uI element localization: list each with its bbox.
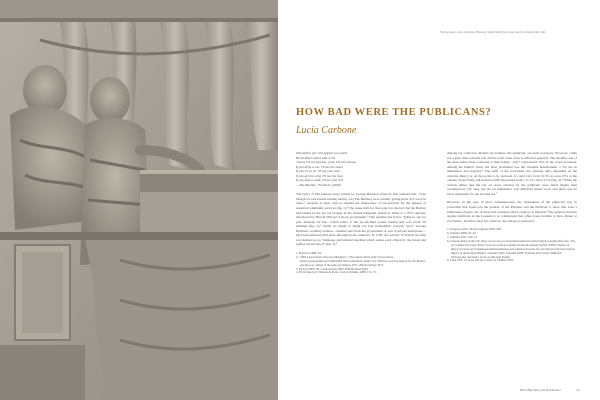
footnote: 5. Ferguson 2002, 39 and Johnson 2006: 964. bbox=[447, 227, 502, 232]
epigraph-line: If you take a walk, I'll tax your feet bbox=[296, 178, 344, 183]
epigraph-line: Should five per cent appear too small bbox=[296, 151, 347, 155]
body-paragraph: Among tax collectors, Roman tax-farmers, the publicani, are quite notorious. However, while not a joke, their taxation rate did not even come close to Wilson's supertax. The decuma, one of the most hated taxes collected at their hands, "only" represented 10% of the crops produced. Among the indirect taxes, the most prominent was the vicesima hereditatium, a 5% tax on inheritance and legacies.⁵ The tariff of the portorium, the customs duty, depended on the customs district or on the goods to be declared. It could vary from 12.5% to even 25% at the outside (in the East), but internal tariffs fluctuated from 1 to 5%, often 2.5% (fig. 4).⁶ While the custom duties and the tax on crops exacted by the publicani were much higher than contemporary US ones, the tax on inheritance was definitely much lower and there was no exact equivalent for our income tax.⁷ bbox=[447, 151, 577, 196]
text-column-right bbox=[447, 151, 577, 263]
author-name: Lucia Carbone bbox=[296, 125, 357, 136]
figure-caption: Facing page: A tax collector. Honorary tomb relief from Gaul, early second century AD. bbox=[440, 30, 547, 34]
footnote: 7. Günther 2011: 220–31. bbox=[447, 235, 478, 240]
footnotes-left bbox=[296, 252, 426, 275]
epigraph-attribution: —The Beatles, "Taxman" (1966) bbox=[296, 182, 341, 187]
epigraph-line: If you try to sit, I'll tax your seat bbox=[296, 169, 340, 174]
footnote: 2. "1964 Labour Party Election Manifesto," The Labour Party, http://www.labour-party.org.uk/manifestos/1964/1964-labour-manifesto.shtml. For Wilson's own fascination for the Beatles and the pop culture of the time see Wilson 1971: 268 and Alday 2015. bbox=[296, 254, 426, 267]
page-number: 13 bbox=[576, 388, 580, 392]
body-paragraph: The lyrics of this famous song, written by George Harrison when he first realized that, "even though we had started earning money, we [The Beatles] were actually giving most of it away in taxes," resonate at large with no despite the importance of tax-exaction for the upkeep of essential community services (fig. 1).¹ The cause befit for this song was the fact that the Beatles had landed in the top tax bracket in the United Kingdom, therefore liable to a 95% supertax introduced by Harold Wilson's Labour government.² This explains the lyrics, "[t]here's one for you, nineteen for me," which refers to the pre-decimal pound sterling that was worth 20 shillings (fig. 2).³ While we might or might not feel sympathetic towards "poor" George Harrison, certainly taxmen—whether sent from the government or part of private enterprises—have had universal bad press throughout the centuries. In 1782, the activity of French tax men was defined as an "immense and infernal machine which seizes each citizen by the throat and pumps out his blood" (fig. 3).⁴ bbox=[296, 192, 426, 247]
running-footer: How Bad Were the Publicans? bbox=[520, 388, 562, 392]
epigraph-line: If you drive a car, I'll tax the street bbox=[296, 164, 343, 169]
footnotes-right bbox=[447, 228, 577, 263]
epigraph-line: Be thankful I don't take it all bbox=[296, 155, 335, 160]
footnote: 6. Günther 2008: 23–34. bbox=[447, 231, 477, 236]
article-title: HOW BAD WERE THE PUBLICANS? bbox=[296, 107, 492, 118]
text-column-left bbox=[296, 151, 426, 275]
epigraph-line: 'Cause I'm the taxman, yeah, I'm the taxman bbox=[296, 160, 357, 165]
footnote: 9. Luke 18:9–14. Jews and tax collectors: Walker 1978. bbox=[447, 258, 514, 263]
counting-table bbox=[140, 170, 278, 232]
epigraph bbox=[296, 151, 426, 187]
tomb-relief-image bbox=[0, 0, 278, 400]
footnote: 4. From Mercier's Tableau de Paris, cited in Schama 1989: 172–73. bbox=[296, 270, 377, 275]
relief-illustration bbox=[0, 0, 278, 400]
footnote: 1. Harrison 1980: 94. bbox=[296, 250, 322, 255]
body-paragraph: However, in the eyes of their contemporaries, the wickedness of the publicani was so proverbial that Jesus told the parable of the Pharisee and the Publican to show that even a publicanus (clearly one of most evil creatures alive) could go to Heaven.⁸ The general aversion against publicani in the Gospels is so widespread that when Jesus decides to have dinner at Zacchaeus', Jericho's chief tax collector, the outrage is universal bbox=[447, 200, 577, 223]
footnote: 3. Everett 2000: 60; Clark-Gibson 2002; Bell-Holland 2004. bbox=[296, 266, 369, 271]
footnote: 8. Custom duties in the US: https://www.cbp.gov/travel/international-visitors/kbyg/customs-duty-info. Tax on commercial crops: https://www.ers.usda.gov/publications/pub-details/?pubid=43834. Estate tax: https://www.irs.gov/businesses/small-businesses-self-employed/estate-tax. Income growth and taxation impact in the Roman Empire: Scheidel 2007; Scheidel 2008; Scheidel 2015 (with additional bibliography and major focus on Imperial Rome). bbox=[447, 238, 575, 259]
epigraph-line: If you get too cold, I'll tax the heat bbox=[296, 173, 343, 178]
